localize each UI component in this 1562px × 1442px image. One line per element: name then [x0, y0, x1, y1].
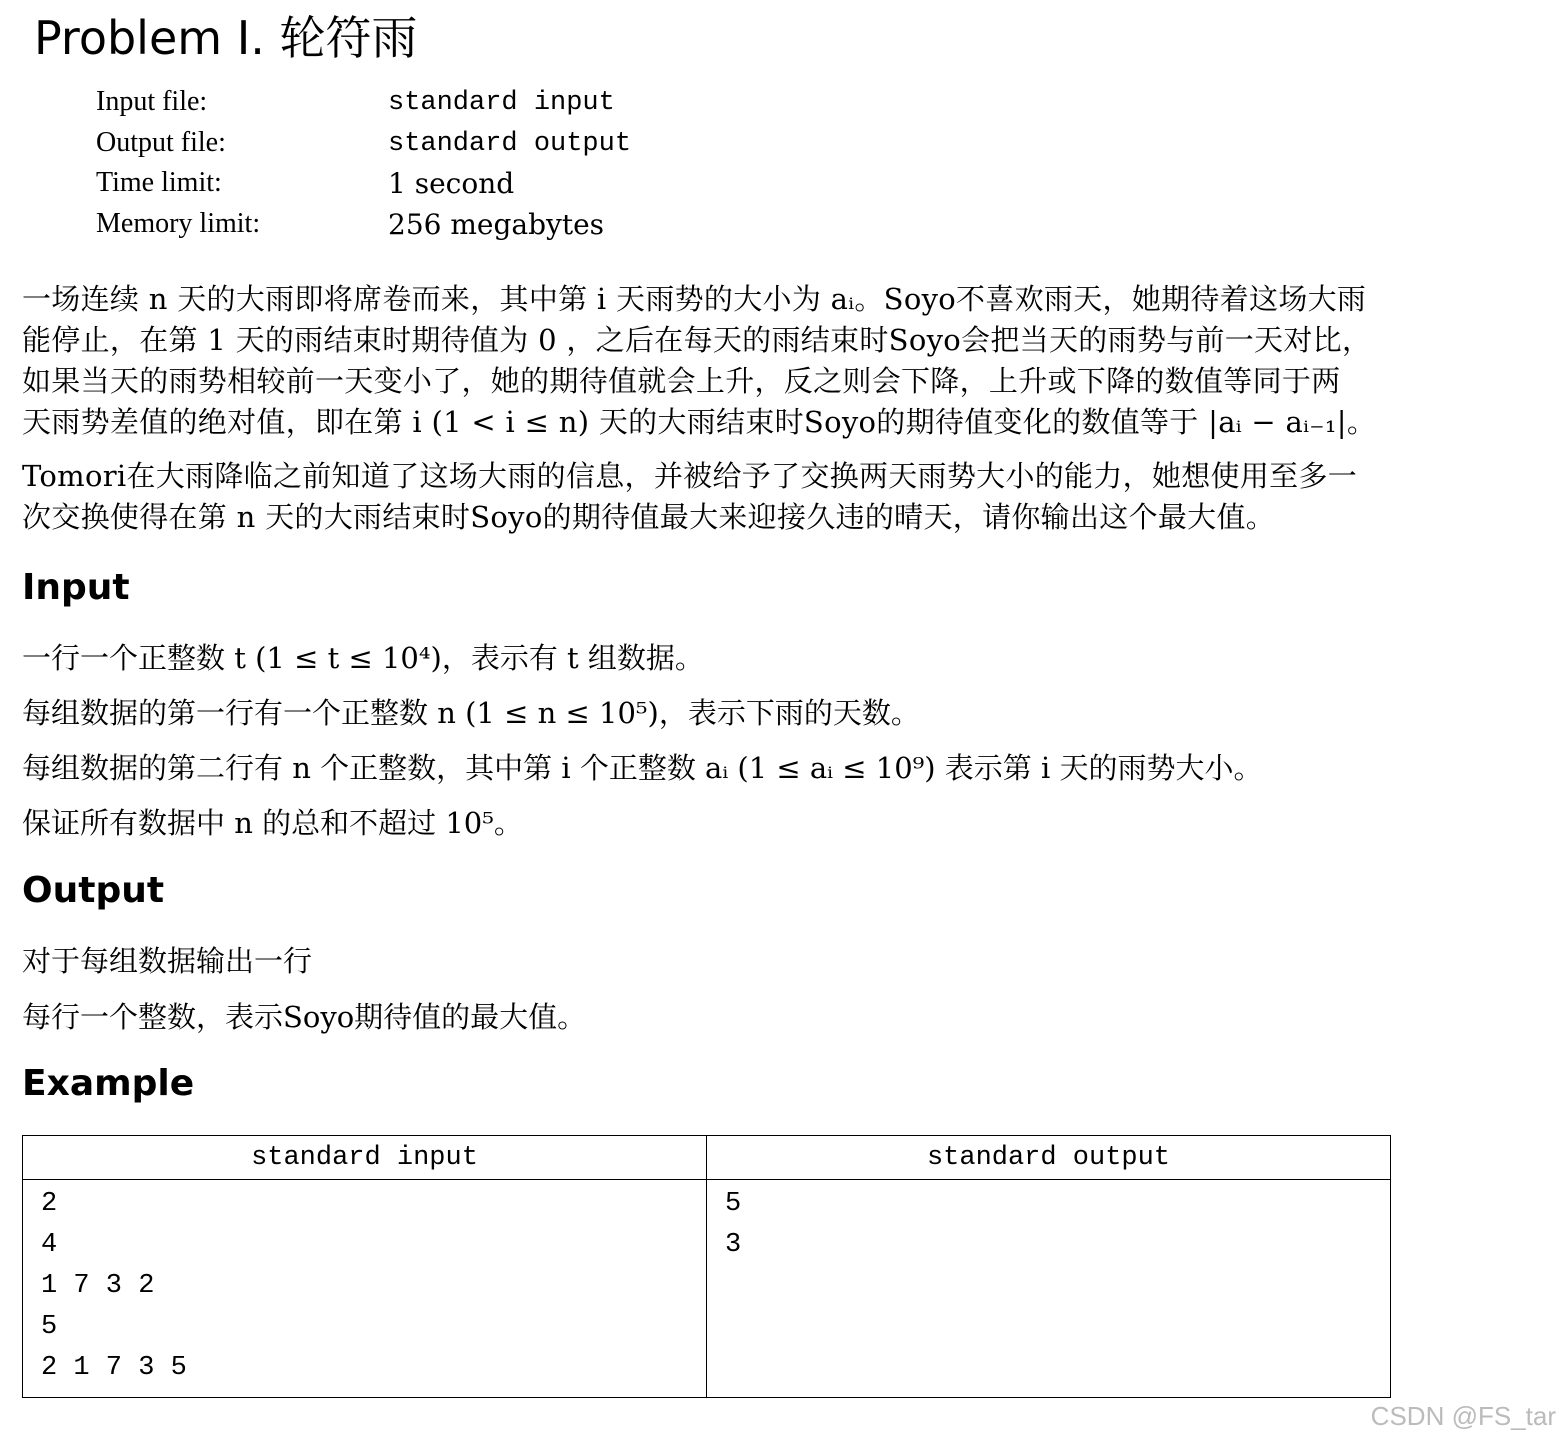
- example-input-line: 5: [41, 1312, 58, 1342]
- example-output-cell: [707, 1180, 1391, 1398]
- example-input-line: 2 1 7 3 5: [41, 1353, 187, 1383]
- meta-value: standard input: [388, 88, 615, 118]
- output-line: 对于每组数据输出一行: [22, 944, 313, 978]
- input-line: 保证所有数据中 n 的总和不超过 10⁵。: [22, 806, 523, 840]
- input-line: 每组数据的第二行有 n 个正整数，其中第 i 个正整数 aᵢ (1 ≤ aᵢ ≤ 10⁹) 表示第 i 天的雨势大小。: [22, 751, 1263, 785]
- page-title: Problem I. 轮符雨: [34, 11, 418, 65]
- input-line: 一行一个正整数 t (1 ≤ t ≤ 10⁴)，表示有 t 组数据。: [22, 641, 704, 675]
- example-table: [22, 1135, 1391, 1398]
- example-output-line: 3: [725, 1230, 742, 1260]
- statement-line: 如果当天的雨势相较前一天变小了，她的期待值就会上升，反之则会下降，上升或下降的数值等同于两: [22, 364, 1341, 398]
- example-input-line: 2: [41, 1189, 58, 1219]
- output-heading: Output: [22, 870, 165, 911]
- example-input-header: standard input: [23, 1136, 707, 1180]
- meta-value: 1 second: [388, 167, 515, 200]
- input-line: 每组数据的第一行有一个正整数 n (1 ≤ n ≤ 10⁵)，表示下雨的天数。: [22, 696, 920, 730]
- statement-line: 次交换使得在第 n 天的大雨结束时Soyo的期待值最大来迎接久违的晴天，请你输出这个最大值。: [22, 500, 1276, 534]
- meta-label: Memory limit:: [96, 208, 261, 239]
- input-heading: Input: [22, 567, 130, 608]
- example-input-line: 4: [41, 1230, 58, 1260]
- meta-label: Output file:: [96, 127, 226, 158]
- statement-line: 一场连续 n 天的大雨即将席卷而来，其中第 i 天雨势的大小为 aᵢ。Soyo不喜欢雨天，她期待着这场大雨: [22, 282, 1367, 316]
- statement-line: Tomori在大雨降临之前知道了这场大雨的信息，并被给予了交换两天雨势大小的能力，她想使用至多一: [22, 459, 1358, 493]
- example-input-cell: [23, 1180, 707, 1398]
- meta-value: standard output: [388, 129, 632, 159]
- output-line: 每行一个整数，表示Soyo期待值的最大值。: [22, 1000, 587, 1034]
- watermark: CSDN @FS_tar: [1370, 1401, 1556, 1431]
- statement-line: 能停止，在第 1 天的雨结束时期待值为 0 ，之后在每天的雨结束时Soyo会把当天的雨势与前一天对比，: [22, 323, 1372, 357]
- meta-value: 256 megabytes: [388, 208, 605, 241]
- meta-label: Time limit:: [96, 167, 222, 198]
- example-output-header: standard output: [707, 1136, 1391, 1180]
- statement-line: 天雨势差值的绝对值，即在第 i (1 < i ≤ n) 天的大雨结束时Soyo的期待值变化的数值等于 |aᵢ − aᵢ₋₁|。: [22, 405, 1377, 439]
- meta-label: Input file:: [96, 86, 208, 117]
- example-output-line: 5: [725, 1189, 742, 1219]
- example-input-line: 1 7 3 2: [41, 1271, 155, 1301]
- example-heading: Example: [22, 1063, 195, 1104]
